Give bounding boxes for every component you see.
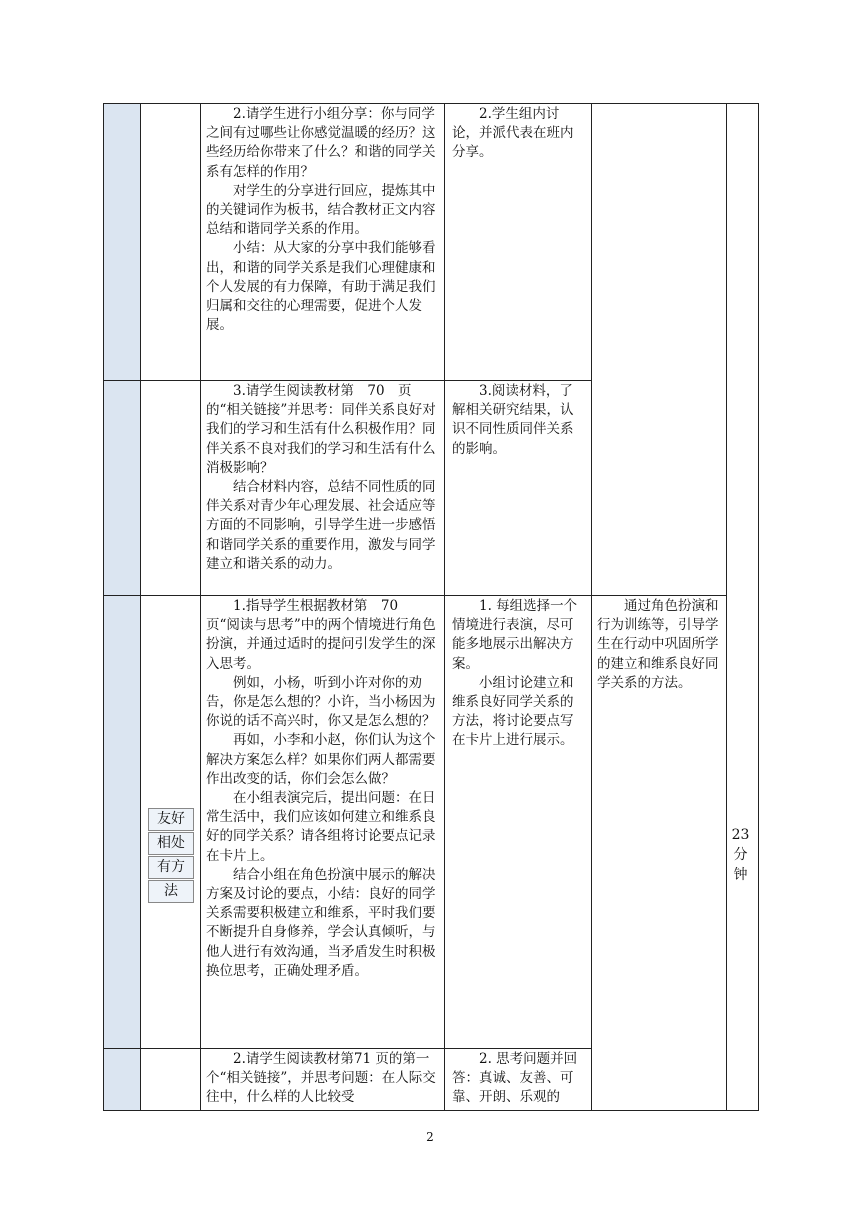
time-allocation: 23 分 钟 <box>731 827 750 883</box>
student-activity-cell: 2. 思考问题并回答：真诚、友善、可靠、开朗、乐观的 <box>452 1051 578 1106</box>
student-activity-cell: 1. 每组选择一个情境进行表演，尽可能多地展示出解决方案。 小组讨论建立和维系良好同学关系的方法，将讨论要点写在卡片上进行展示。 <box>452 598 578 749</box>
teacher-activity-cell: 3.请学生阅读教材第 70 页的“相关链接”并思考：同伴关系良好对我们的学习和生活有什么积极作用？同伴关系不良对我们的学习和生活有什么消极影响？ 结合材料内容，总结不同性质的同伴关系对青少年心理发展、社会适应等方面的不同影响，引导学生进一步感悟和谐同学关系的重要作用，激发与同学建立和谐关系的动力。 <box>206 383 436 572</box>
col-line <box>200 103 201 1111</box>
col-line <box>591 103 592 1111</box>
row-line <box>103 595 727 596</box>
teacher-activity-cell: 2.请学生进行小组分享：你与同学之间有过哪些让你感觉温暖的经历？这些经历给你带来了什么？和谐的同学关系有怎样的作用？ 对学生的分享进行回应，提炼其中的关键词作为板书，结合教材正文内容总结和谐同学关系的作用。 小结：从大家的分享中我们能够看出，和谐的同学关系是我们心理健康和个人发展的有力保障，有助于满足我们归属和交往的心理需要，促进个人发展。 <box>206 106 436 334</box>
row-line <box>103 380 592 381</box>
page-number: 2 <box>426 1130 434 1144</box>
col-line <box>103 103 104 1111</box>
col-line <box>726 103 727 1111</box>
col-line <box>758 103 759 1111</box>
student-activity-cell: 2.学生组内讨论，并派代表在班内分享。 <box>452 106 574 161</box>
section-label: 友好 相处 有方 法 <box>148 808 194 904</box>
table-border-bottom <box>103 1110 759 1111</box>
student-activity-cell: 3.阅读材料，了解相关研究结果，认识不同性质同伴关系的影响。 <box>452 383 574 457</box>
shaded-column <box>103 103 140 1111</box>
table-border-top <box>103 103 759 104</box>
design-intent-cell: 通过角色扮演和行为训练等，引导学生在行动中巩固所学的建立和维系良好同学关系的方法。 <box>597 598 719 691</box>
col-line <box>444 103 445 1111</box>
row-line <box>103 1048 592 1049</box>
col-line <box>140 103 141 1111</box>
teacher-activity-cell: 2.请学生阅读教材第71 页的第一个“相关链接”，并思考问题：在人际交往中，什么样的人比较受 <box>206 1051 436 1106</box>
teacher-activity-cell: 1.指导学生根据教材第 70 页“阅读与思考”中的两个情境进行角色扮演，并通过适时的提问引发学生的深入思考。 例如，小杨，听到小许对你的劝告，你是怎么想的？小许，当小杨因为你说的话不高兴时，你又是怎么想的？ 再如，小李和小赵，你们认为这个解决方案怎么样？如果你们两人都需要作出改变的话，你们会怎么做？ 在小组表演完后，提出问题：在日常生活中，我们应该如何建立和维系良好的同学关系？请各组将讨论要点记录在卡片上。 结合小组在角色扮演中展示的解决方案及讨论的要点，小结：良好的同学关系需要积极建立和维系，平时我们要不断提升自身修养，学会认真倾听，与他人进行有效沟通，当矛盾发生时积极换位思考，正确处理矛盾。 <box>206 598 436 979</box>
